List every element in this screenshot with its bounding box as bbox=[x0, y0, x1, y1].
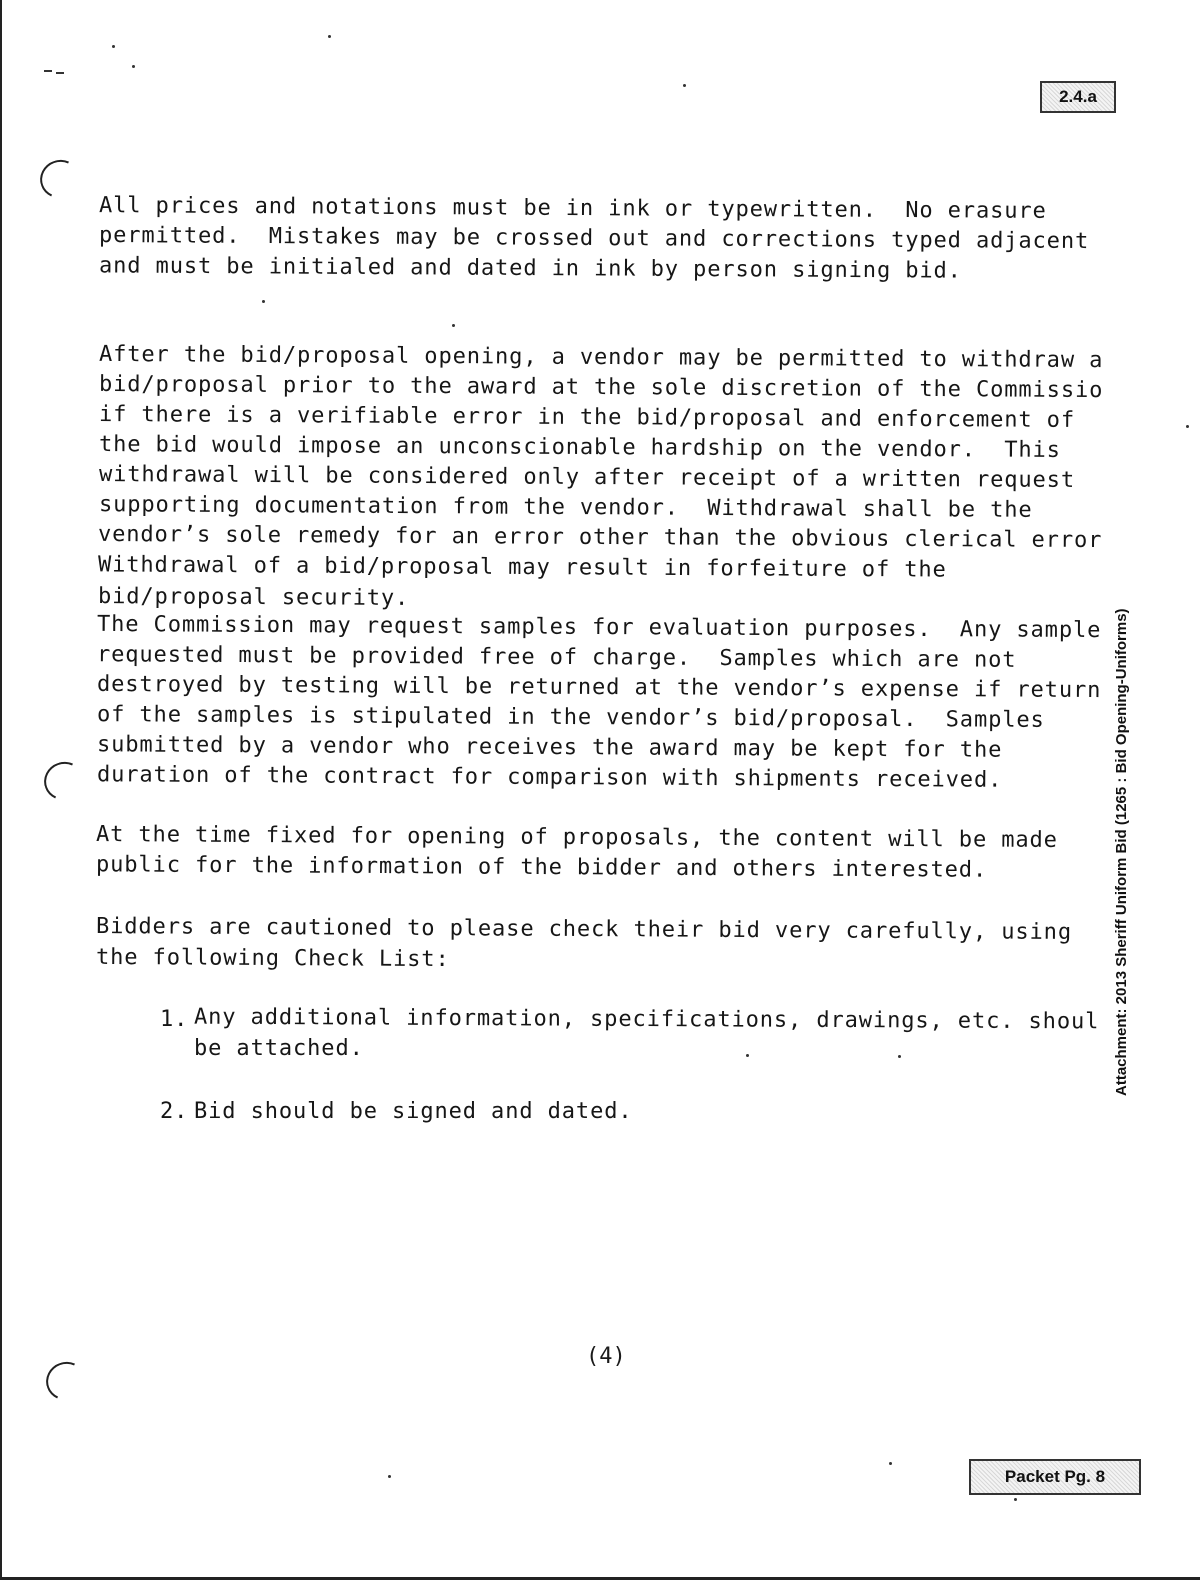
checklist-number: 1. bbox=[160, 1007, 189, 1032]
scan-mark bbox=[44, 70, 52, 72]
paragraph-line: All prices and notations must be in ink or typewritten. No erasure bbox=[98, 193, 1047, 224]
page-number: (4) bbox=[586, 1344, 626, 1369]
paragraph-line: destroyed by testing will be returned at the vendor’s expense if return bbox=[96, 671, 1102, 704]
packet-page-stamp: Packet Pg. 8 bbox=[969, 1459, 1141, 1495]
scan-mark bbox=[112, 45, 115, 48]
paragraph-line: bid/proposal prior to the award at the sole discretion of the Commissio bbox=[98, 371, 1104, 404]
paragraph-line: withdrawal will be considered only after receipt of a written request bbox=[98, 462, 1076, 493]
paragraph-line: supporting documentation from the vendor. Withdrawal shall be the bbox=[98, 492, 1033, 523]
scan-mark bbox=[388, 1475, 391, 1478]
paragraph-line: requested must be provided free of charge. Samples which are not bbox=[96, 642, 1017, 673]
punch-hole bbox=[41, 1356, 92, 1405]
paragraph-line: Bidders are cautioned to please check their bid very carefully, using bbox=[95, 914, 1073, 945]
scan-mark bbox=[452, 324, 455, 327]
scan-mark bbox=[746, 1054, 749, 1057]
checklist-item-line: be attached. bbox=[194, 1036, 364, 1061]
item-number-stamp: 2.4.a bbox=[1040, 81, 1116, 113]
page-edge bbox=[0, 0, 2, 1580]
scan-mark bbox=[328, 35, 331, 38]
checklist-item-line: Bid should be signed and dated. bbox=[194, 1099, 633, 1124]
punch-hole bbox=[35, 154, 86, 203]
punch-hole bbox=[39, 756, 90, 805]
paragraph-line: the following Check List: bbox=[95, 944, 450, 973]
checklist-number: 2. bbox=[160, 1099, 189, 1124]
paragraph-line: vendor’s sole remedy for an error other than the obvious clerical error bbox=[97, 521, 1103, 554]
paragraph-line: submitted by a vendor who receives the award may be kept for the bbox=[96, 732, 1003, 763]
scan-mark bbox=[1014, 1498, 1017, 1501]
scan-mark bbox=[898, 1055, 901, 1058]
paragraph-line: Withdrawal of a bid/proposal may result in forfeiture of the bbox=[97, 552, 947, 583]
paragraph-line: The Commission may request samples for evaluation purposes. Any sample bbox=[96, 611, 1102, 644]
scan-mark bbox=[683, 84, 686, 87]
checklist-item-line: Any additional information, specifications, drawings, etc. shoul bbox=[193, 1004, 1100, 1035]
paragraph-line: permitted. Mistakes may be crossed out and corrections typed adjacent bbox=[98, 222, 1090, 255]
paragraph-line: bid/proposal security. bbox=[97, 584, 410, 611]
paragraph-line: public for the information of the bidder and others interested. bbox=[95, 852, 988, 883]
scan-mark bbox=[262, 300, 265, 303]
paragraph-line: the bid would impose an unconscionable hardship on the vendor. This bbox=[98, 432, 1061, 463]
scan-mark bbox=[132, 65, 135, 68]
paragraph-line: of the samples is stipulated in the vendor’s bid/proposal. Samples bbox=[96, 702, 1045, 733]
scan-mark bbox=[56, 72, 64, 74]
scan-mark bbox=[1186, 425, 1189, 428]
paragraph-line: At the time fixed for opening of proposals, the content will be made bbox=[95, 822, 1058, 853]
paragraph-line: duration of the contract for comparison with shipments received. bbox=[96, 762, 1003, 793]
scan-mark bbox=[889, 1462, 892, 1465]
paragraph-line: and must be initialed and dated in ink by person signing bid. bbox=[98, 253, 962, 284]
attachment-side-label: Attachment: 2013 Sheriff Uniform Bid (1265 : Bid Opening-Uniforms) bbox=[1113, 608, 1130, 1096]
paragraph-line: After the bid/proposal opening, a vendor may be permitted to withdraw a bbox=[98, 341, 1104, 374]
paragraph-line: if there is a verifiable error in the bid/proposal and enforcement of bbox=[98, 402, 1076, 433]
